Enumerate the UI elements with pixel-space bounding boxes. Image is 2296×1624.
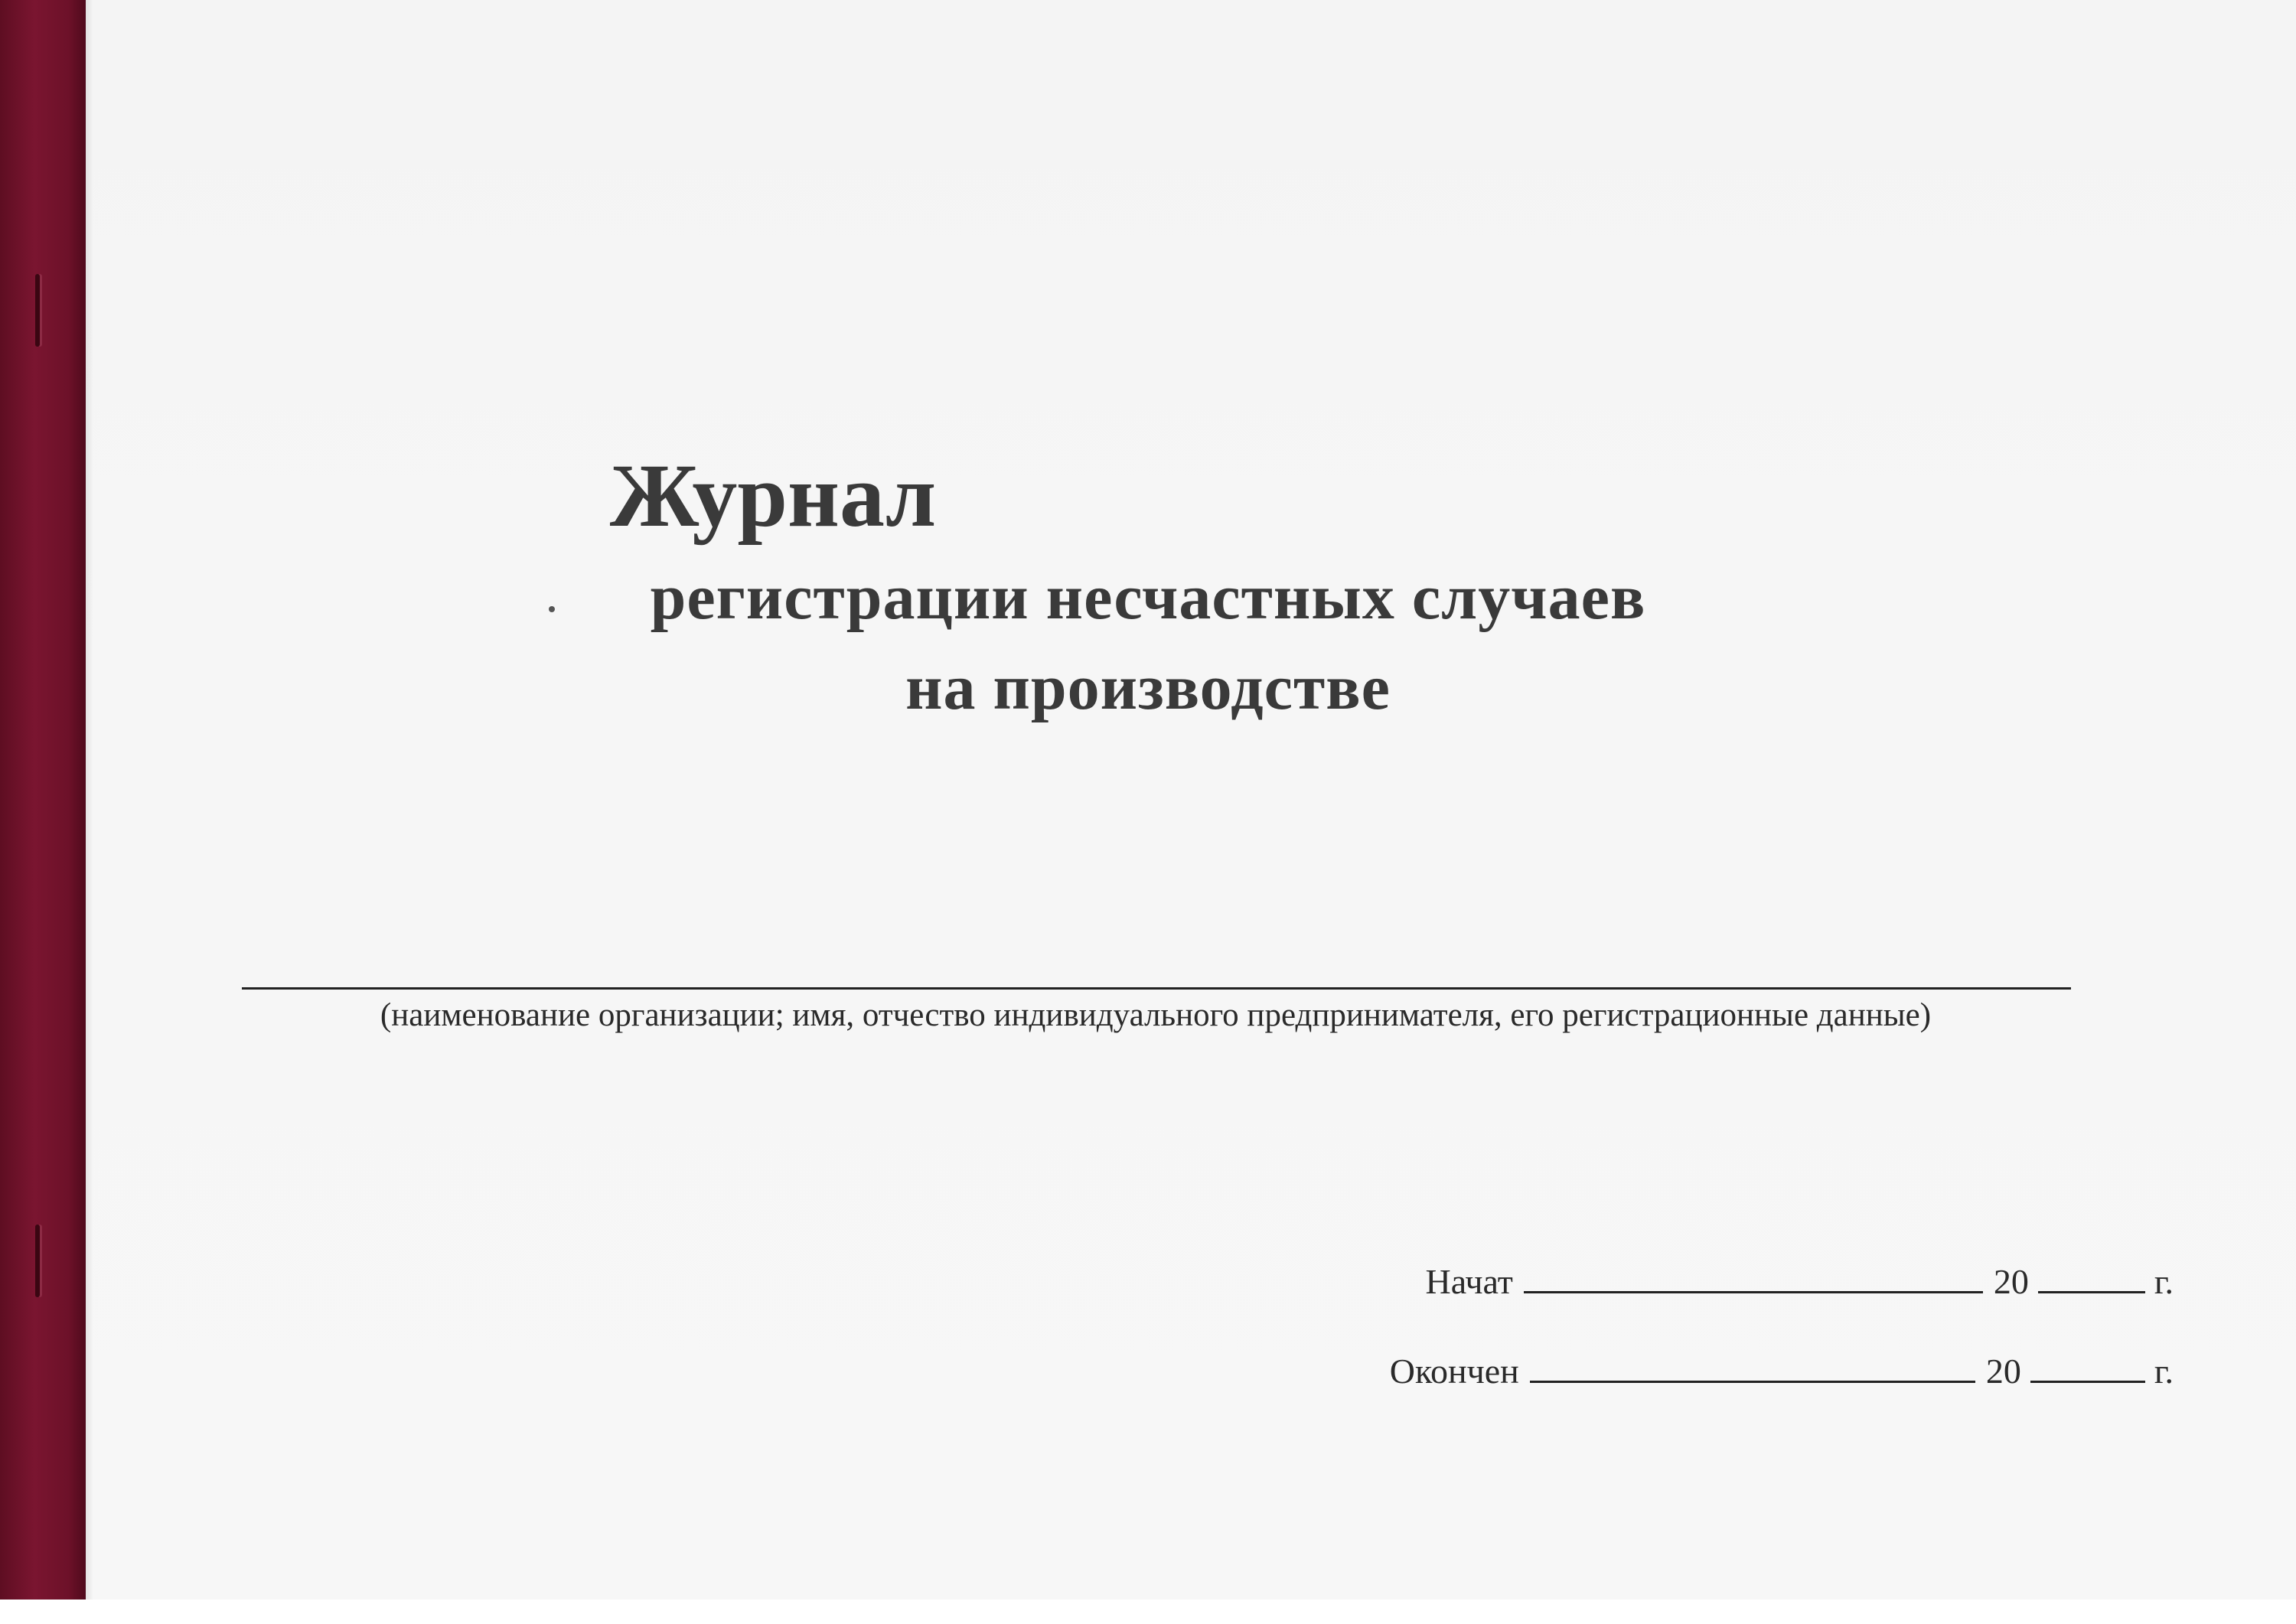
journal-subtitle-line-1: регистрации несчастных случаев	[650, 562, 1646, 633]
started-label: Начат	[1425, 1262, 1513, 1301]
started-year-blank	[2038, 1264, 2145, 1293]
finished-year-suffix: г.	[2154, 1352, 2174, 1391]
staple-top	[35, 274, 40, 347]
finished-date-row	[1390, 1351, 2174, 1391]
staple-bottom	[35, 1225, 40, 1297]
journal-title: Журнал	[609, 445, 937, 546]
binding-edge-shadow	[86, 0, 93, 1600]
journal-subtitle-line-2: на производстве	[905, 652, 1391, 723]
red-spine-binding	[0, 0, 86, 1600]
started-date-blank	[1524, 1264, 1983, 1293]
finished-label: Окончен	[1389, 1352, 1519, 1391]
started-date-row	[1426, 1261, 2174, 1302]
finished-date-blank	[1530, 1353, 1975, 1383]
organization-caption: (наименование организации; имя, отчество индивидуального предпринимателя, его регистрационные данные)	[380, 997, 1932, 1033]
finished-year-blank	[2030, 1353, 2145, 1383]
finished-year-prefix: 20	[1985, 1352, 2021, 1391]
organization-name-blank-line	[242, 987, 2071, 990]
started-year-suffix: г.	[2154, 1262, 2174, 1301]
started-year-prefix: 20	[1993, 1262, 2029, 1301]
